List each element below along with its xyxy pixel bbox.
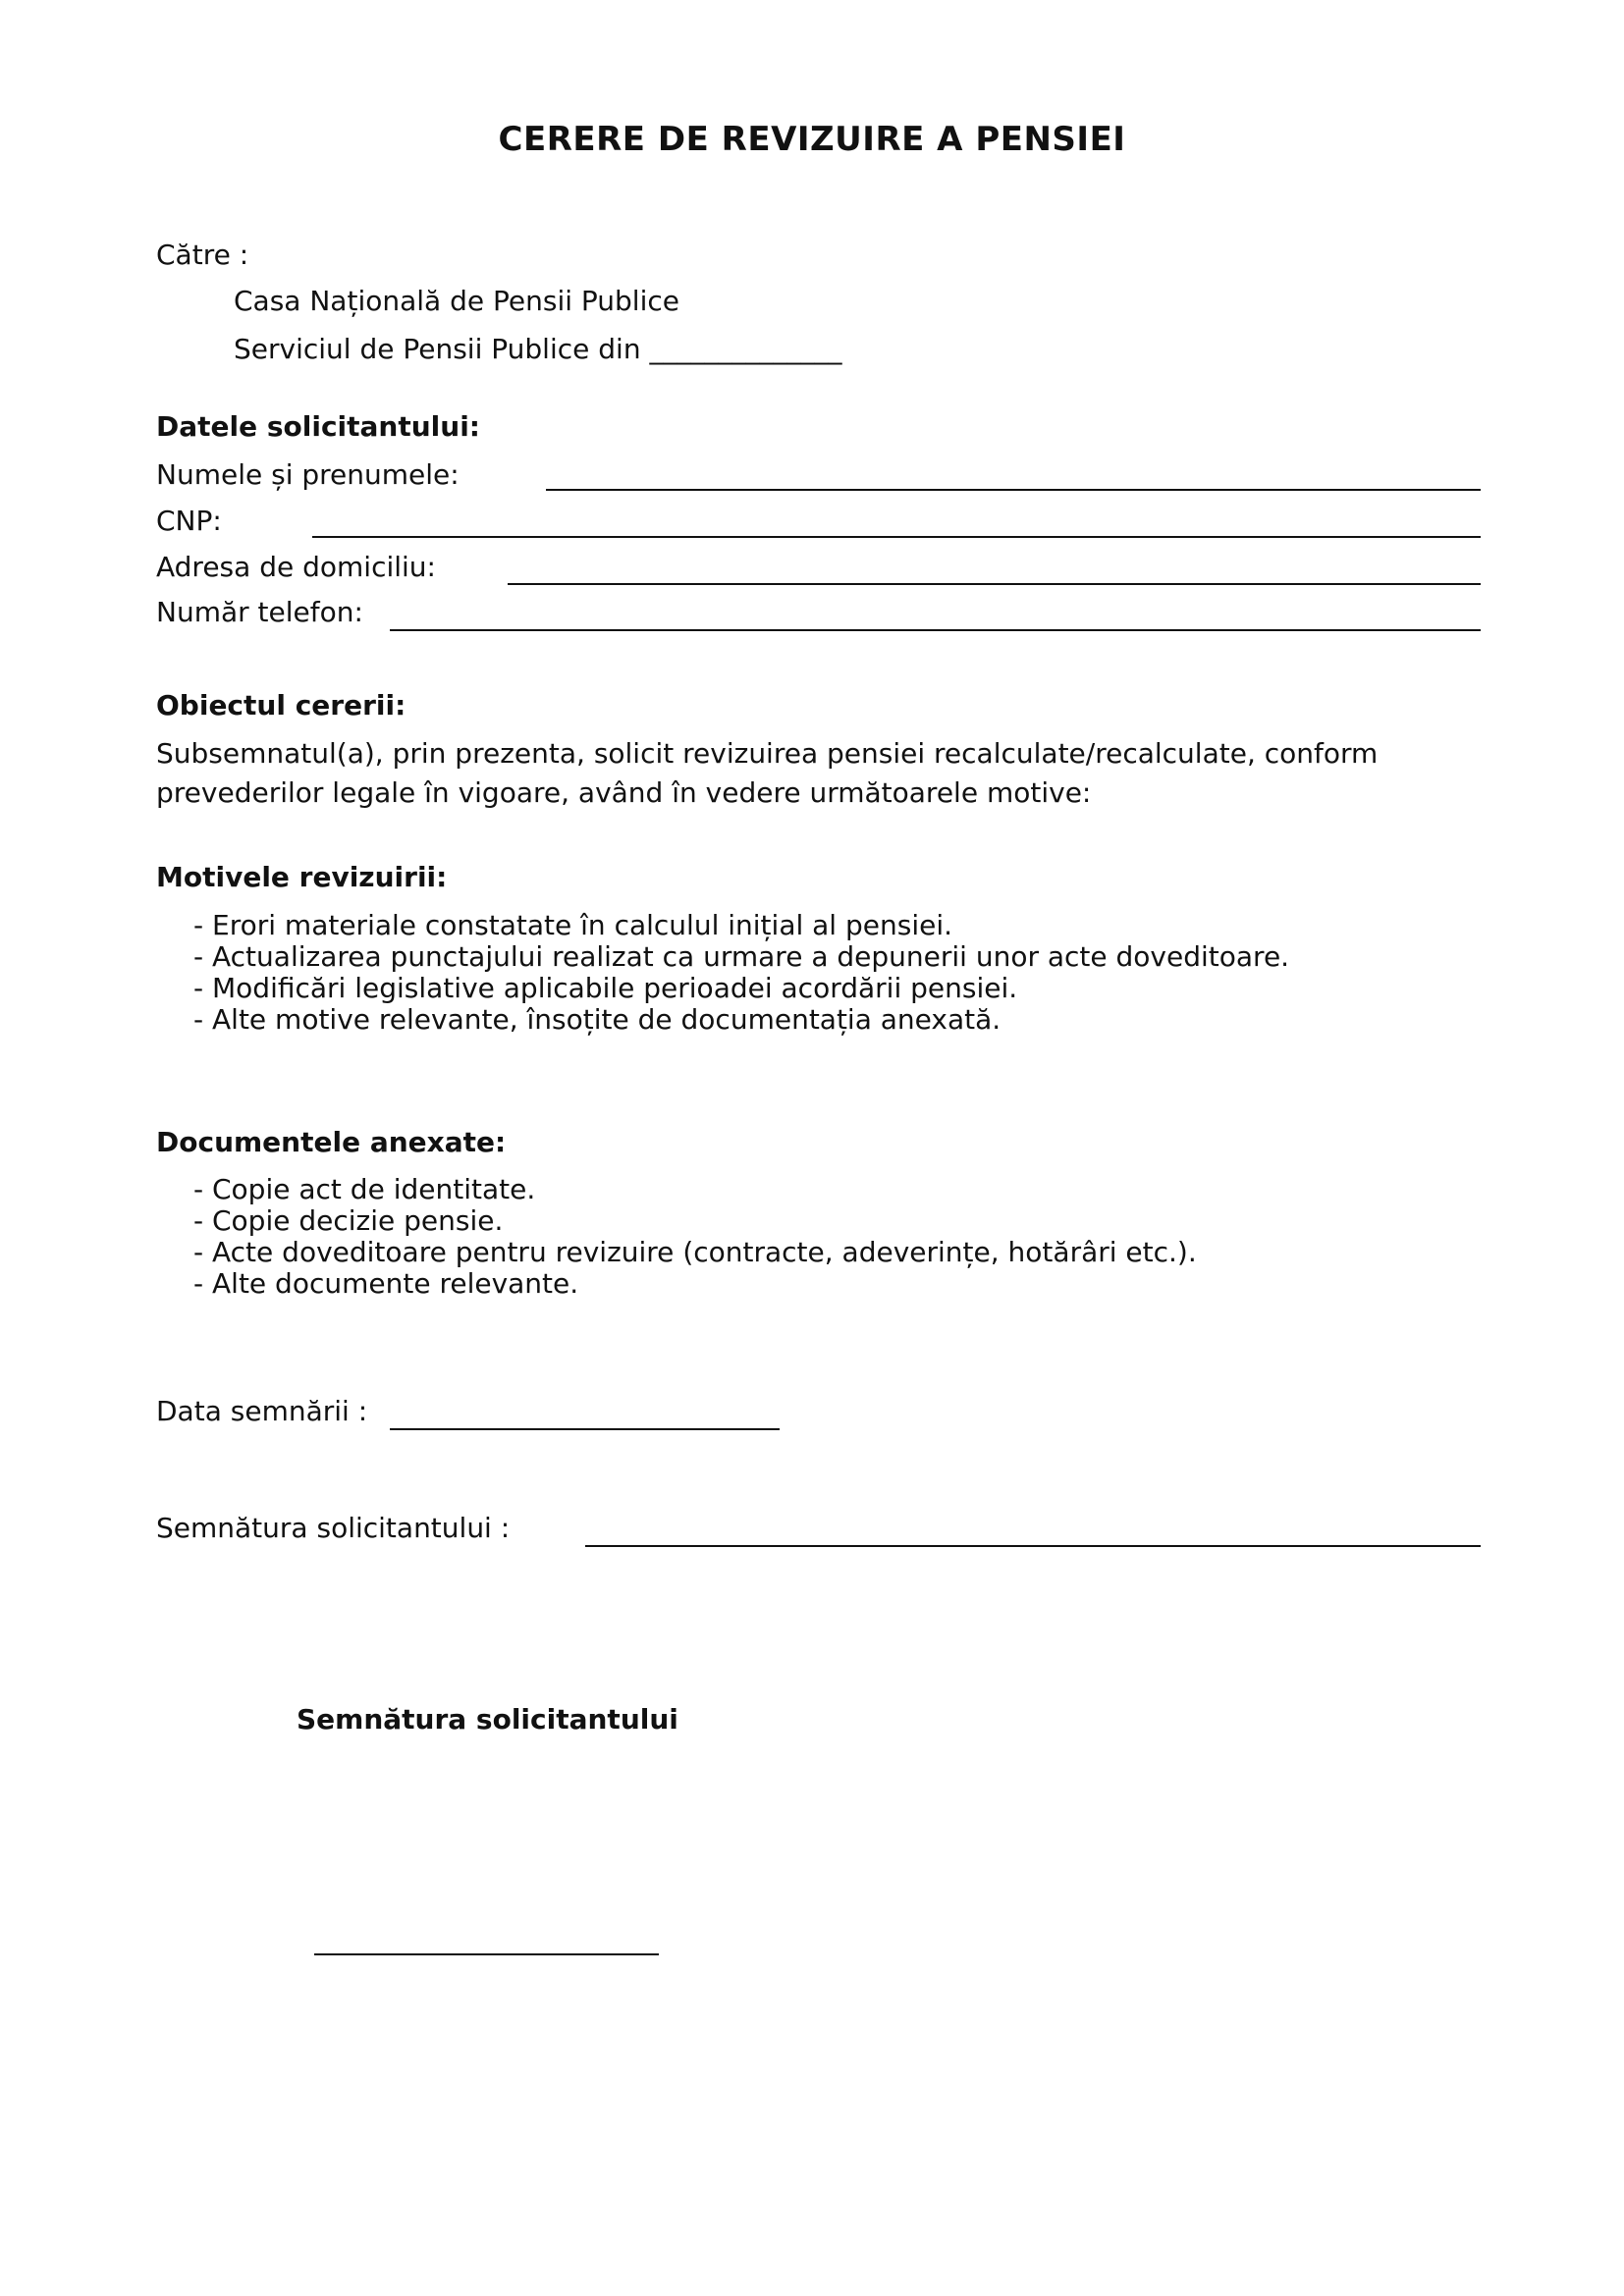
- reasons-heading: Motivele revizuirii:: [156, 861, 448, 893]
- phone-field-line[interactable]: [390, 629, 1481, 631]
- recipient-service: Serviciul de Pensii Publice din ______________: [234, 333, 842, 365]
- date-label: Data semnării :: [156, 1395, 368, 1427]
- cnp-label: CNP:: [156, 505, 222, 537]
- name-label: Numele și prenumele:: [156, 458, 460, 491]
- address-field-line[interactable]: [508, 583, 1481, 585]
- signature-block-heading: Semnătura solicitantului: [297, 1703, 678, 1735]
- name-field-line[interactable]: [546, 489, 1481, 491]
- list-item: - Copie act de identitate.: [193, 1173, 536, 1205]
- recipient-label: Către :: [156, 239, 249, 271]
- address-label: Adresa de domiciliu:: [156, 551, 436, 583]
- signature-block-line[interactable]: [314, 1953, 659, 1955]
- reasons-list: [193, 910, 1289, 1036]
- signature-label: Semnătura solicitantului :: [156, 1512, 511, 1544]
- list-item: - Actualizarea punctajului realizat ca urmare a depunerii unor acte doveditoare.: [193, 940, 1290, 973]
- list-item: - Erori materiale constatate în calculul inițial al pensiei.: [193, 909, 953, 941]
- phone-label: Număr telefon:: [156, 596, 363, 628]
- attachments-heading: Documentele anexate:: [156, 1126, 507, 1158]
- document-title: CERERE DE REVIZUIRE A PENSIEI: [498, 120, 1126, 159]
- cnp-field-line[interactable]: [312, 536, 1481, 538]
- date-field-line[interactable]: [390, 1428, 780, 1430]
- object-text-line2: prevederilor legale în vigoare, având în vedere următoarele motive:: [156, 776, 1092, 809]
- list-item: - Acte doveditoare pentru revizuire (contracte, adeverințe, hotărâri etc.).: [193, 1236, 1197, 1268]
- list-item: - Alte motive relevante, însoțite de documentația anexată.: [193, 1003, 1001, 1036]
- object-text-line1: Subsemnatul(a), prin prezenta, solicit revizuirea pensiei recalculate/recalculate, conform: [156, 737, 1379, 770]
- list-item: - Modificări legislative aplicabile perioadei acordării pensiei.: [193, 972, 1018, 1004]
- list-item: - Alte documente relevante.: [193, 1267, 579, 1300]
- list-item: - Copie decizie pensie.: [193, 1204, 504, 1237]
- applicant-heading: Datele solicitantului:: [156, 410, 480, 443]
- object-heading: Obiectul cererii:: [156, 689, 406, 721]
- attachments-list: [193, 1174, 1197, 1300]
- signature-field-line[interactable]: [585, 1545, 1481, 1547]
- recipient-institution: Casa Națională de Pensii Publice: [234, 285, 679, 317]
